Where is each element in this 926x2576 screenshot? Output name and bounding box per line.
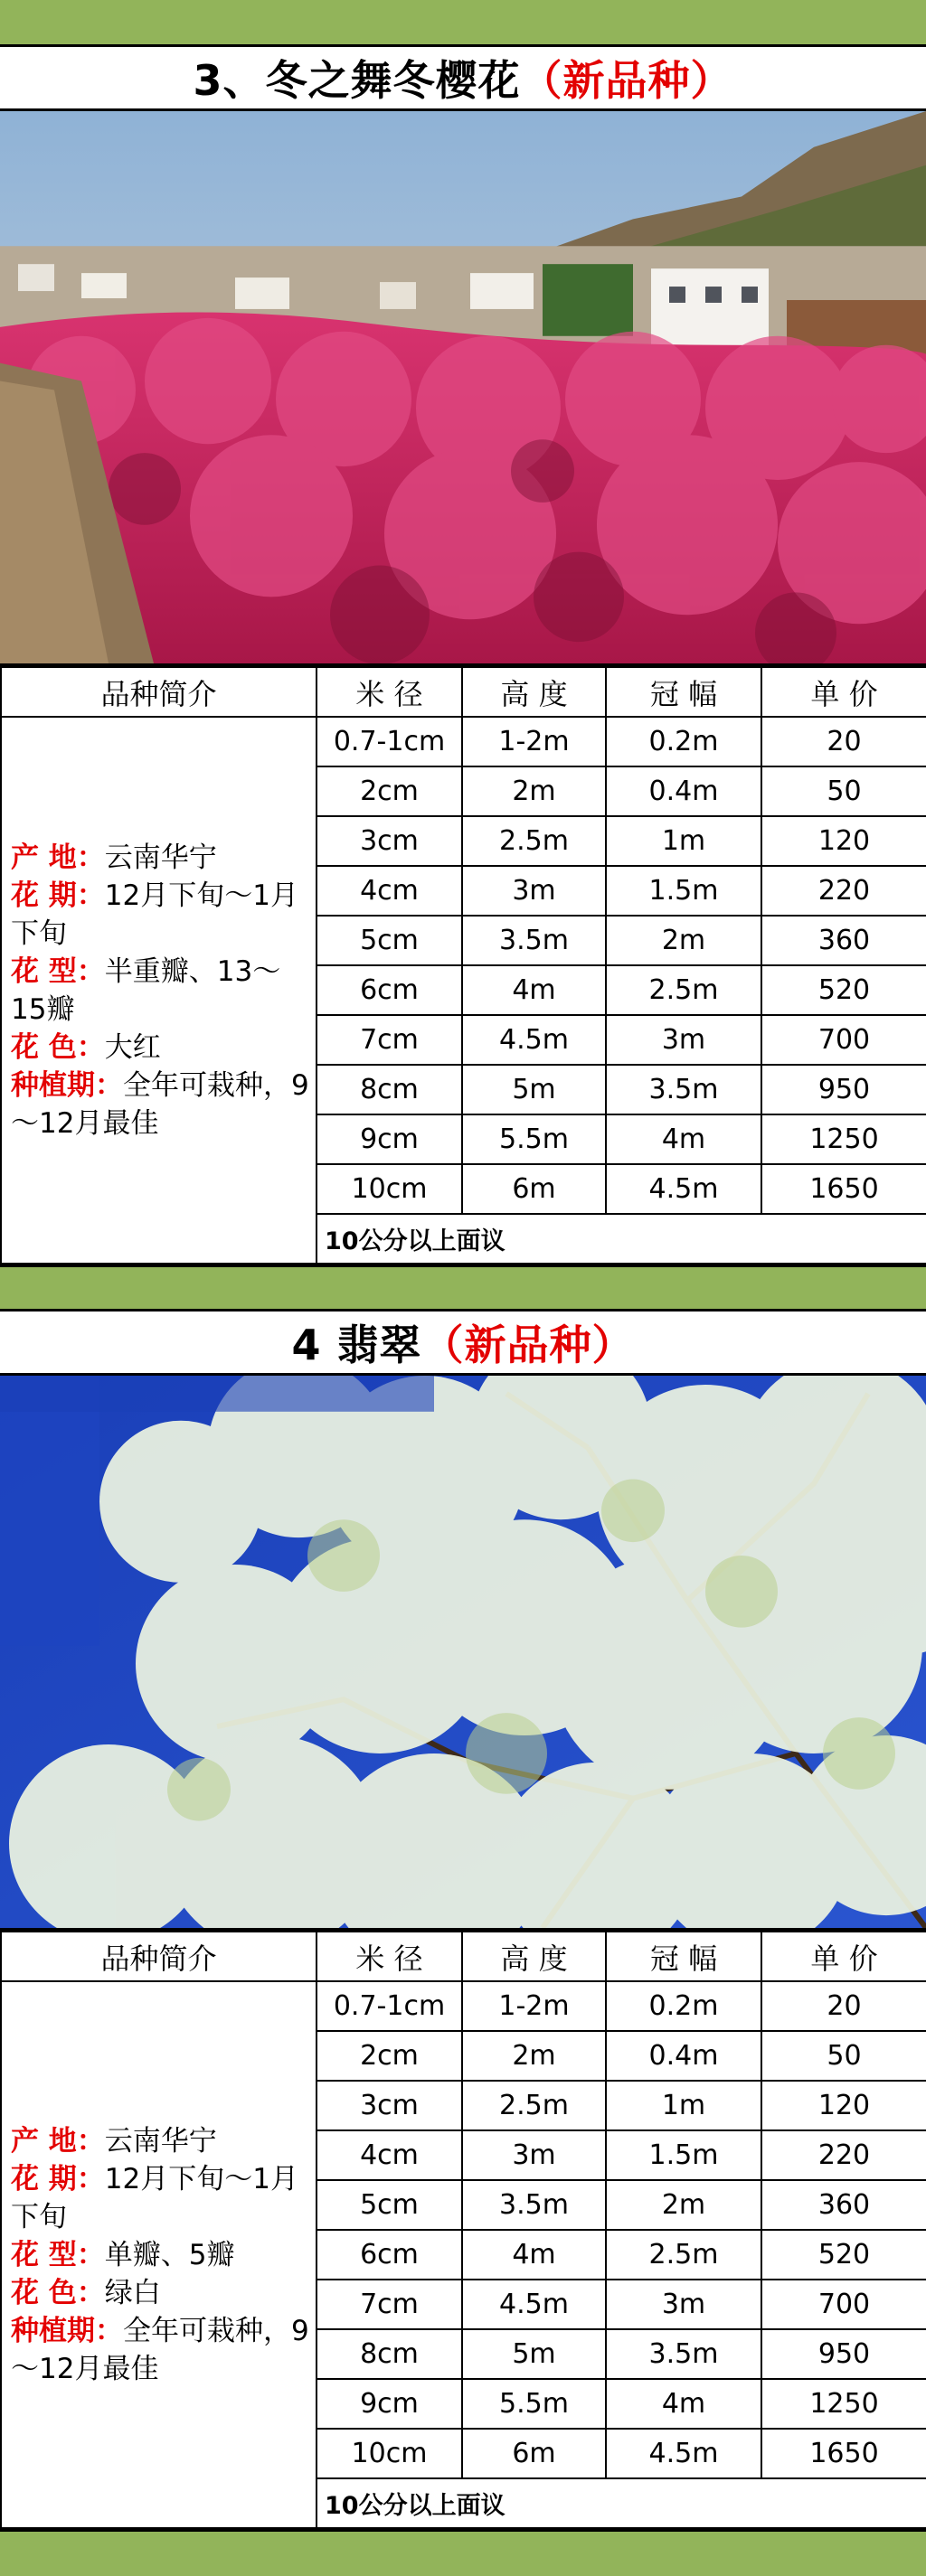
intro-origin: 产 地：云南华宁 [11, 841, 217, 874]
cell-crown: 0.4m [606, 2031, 761, 2081]
cell-diameter: 0.7-1cm [317, 1981, 462, 2031]
cell-diameter: 9cm [317, 1114, 462, 1164]
cell-price: 1650 [761, 2429, 926, 2478]
cell-price: 50 [761, 2031, 926, 2081]
intro-flower-color: 花 色：大红 [11, 1030, 161, 1064]
cell-diameter: 5cm [317, 2180, 462, 2230]
cell-crown: 2.5m [606, 965, 761, 1015]
cell-height: 6m [462, 2429, 606, 2478]
cell-diameter: 3cm [317, 816, 462, 866]
cell-height: 2.5m [462, 2081, 606, 2130]
cell-crown: 0.4m [606, 766, 761, 816]
cell-price: 20 [761, 717, 926, 766]
cell-diameter: 7cm [317, 2280, 462, 2329]
middle-green-bar [0, 1264, 926, 1312]
cell-crown: 3.5m [606, 1065, 761, 1114]
cell-crown: 4m [606, 1114, 761, 1164]
cell-price: 1250 [761, 1114, 926, 1164]
header-intro: 品种简介 [1, 1932, 317, 1981]
section-1-title-main: 3、冬之舞冬樱花 [193, 56, 521, 105]
cell-diameter: 5cm [317, 916, 462, 965]
section-1-title-tag: （新品种） [520, 56, 733, 105]
cell-diameter: 8cm [317, 2329, 462, 2379]
cell-price: 20 [761, 1981, 926, 2031]
section-2-title-tag: （新品种） [421, 1321, 635, 1369]
cell-diameter: 6cm [317, 965, 462, 1015]
cell-price: 520 [761, 2230, 926, 2280]
header-height: 高 度 [462, 667, 606, 717]
cell-height: 5m [462, 2329, 606, 2379]
cell-height: 2m [462, 2031, 606, 2081]
header-height: 高 度 [462, 1932, 606, 1981]
cell-crown: 3m [606, 2280, 761, 2329]
top-green-bar [0, 0, 926, 47]
cell-price: 950 [761, 1065, 926, 1114]
cell-price: 120 [761, 816, 926, 866]
variety-intro [1, 717, 317, 1264]
table-header-row [1, 1932, 926, 1981]
variety-intro [1, 1981, 317, 2528]
cell-crown: 1m [606, 2081, 761, 2130]
cell-price: 1650 [761, 1164, 926, 1214]
cell-height: 2.5m [462, 816, 606, 866]
cell-height: 2m [462, 766, 606, 816]
section-1-title [0, 47, 926, 111]
section-2-title [0, 1312, 926, 1376]
cell-diameter: 2cm [317, 766, 462, 816]
cell-price: 220 [761, 866, 926, 916]
section-2-title-main: 4 翡翠 [291, 1321, 422, 1369]
cell-crown: 0.2m [606, 717, 761, 766]
intro-flower-type: 花 型：半重瓣、13～15瓣 [11, 954, 281, 1026]
cell-price: 50 [761, 766, 926, 816]
cell-crown: 1.5m [606, 2130, 761, 2180]
header-intro: 品种简介 [1, 667, 317, 717]
cell-price: 1250 [761, 2379, 926, 2429]
cell-diameter: 9cm [317, 2379, 462, 2429]
cell-height: 3.5m [462, 2180, 606, 2230]
header-price: 单 价 [761, 1932, 926, 1981]
cell-height: 1-2m [462, 717, 606, 766]
cell-price: 360 [761, 916, 926, 965]
table-row [1, 717, 926, 766]
cell-diameter: 2cm [317, 2031, 462, 2081]
intro-bloom-period: 花 期：12月下旬～1月下旬 [11, 2162, 298, 2233]
header-crown: 冠 幅 [606, 1932, 761, 1981]
cell-height: 3.5m [462, 916, 606, 965]
cell-crown: 2.5m [606, 2230, 761, 2280]
cell-diameter: 4cm [317, 2130, 462, 2180]
bottom-green-bar [0, 2529, 926, 2576]
cell-crown: 1m [606, 816, 761, 866]
cell-height: 3m [462, 866, 606, 916]
intro-planting-period: 种植期：全年可栽种，9～12月最佳 [11, 1068, 309, 1140]
header-crown: 冠 幅 [606, 667, 761, 717]
cell-height: 4m [462, 2230, 606, 2280]
cell-crown: 2m [606, 2180, 761, 2230]
cell-height: 6m [462, 1164, 606, 1214]
cell-crown: 0.2m [606, 1981, 761, 2031]
section-2-photo-white-blossoms [0, 1376, 926, 1931]
cell-price: 220 [761, 2130, 926, 2180]
cell-crown: 2m [606, 916, 761, 965]
cell-diameter: 3cm [317, 2081, 462, 2130]
table-header-row [1, 667, 926, 717]
cell-price: 360 [761, 2180, 926, 2230]
cell-crown: 1.5m [606, 866, 761, 916]
section-2-spec-table [0, 1931, 926, 2529]
cell-diameter: 8cm [317, 1065, 462, 1114]
cell-height: 3m [462, 2130, 606, 2180]
intro-origin: 产 地：云南华宁 [11, 2124, 217, 2158]
cell-height: 5.5m [462, 1114, 606, 1164]
cell-price: 120 [761, 2081, 926, 2130]
cell-crown: 3.5m [606, 2329, 761, 2379]
cell-diameter: 6cm [317, 2230, 462, 2280]
price-note: 10公分以上面议 [317, 1214, 926, 1264]
cell-price: 520 [761, 965, 926, 1015]
cell-height: 1-2m [462, 1981, 606, 2031]
cell-crown: 3m [606, 1015, 761, 1065]
header-diameter: 米 径 [317, 667, 462, 717]
header-price: 单 价 [761, 667, 926, 717]
header-diameter: 米 径 [317, 1932, 462, 1981]
section-1-photo-cherry-orchard [0, 111, 926, 666]
cell-height: 4.5m [462, 2280, 606, 2329]
table-row [1, 1981, 926, 2031]
cell-diameter: 10cm [317, 1164, 462, 1214]
cell-crown: 4m [606, 2379, 761, 2429]
intro-flower-color: 花 色：绿白 [11, 2276, 161, 2309]
cell-diameter: 4cm [317, 866, 462, 916]
cell-height: 4m [462, 965, 606, 1015]
intro-bloom-period: 花 期：12月下旬～1月下旬 [11, 879, 298, 950]
price-note: 10公分以上面议 [317, 2478, 926, 2528]
intro-flower-type: 花 型：单瓣、5瓣 [11, 2238, 235, 2271]
intro-planting-period: 种植期：全年可栽种，9～12月最佳 [11, 2314, 309, 2385]
cell-crown: 4.5m [606, 2429, 761, 2478]
cell-height: 4.5m [462, 1015, 606, 1065]
section-1-spec-table [0, 666, 926, 1264]
cell-diameter: 0.7-1cm [317, 717, 462, 766]
cell-price: 700 [761, 2280, 926, 2329]
cell-diameter: 10cm [317, 2429, 462, 2478]
cell-height: 5m [462, 1065, 606, 1114]
cell-crown: 4.5m [606, 1164, 761, 1214]
cell-price: 950 [761, 2329, 926, 2379]
cell-price: 700 [761, 1015, 926, 1065]
cell-height: 5.5m [462, 2379, 606, 2429]
cell-diameter: 7cm [317, 1015, 462, 1065]
